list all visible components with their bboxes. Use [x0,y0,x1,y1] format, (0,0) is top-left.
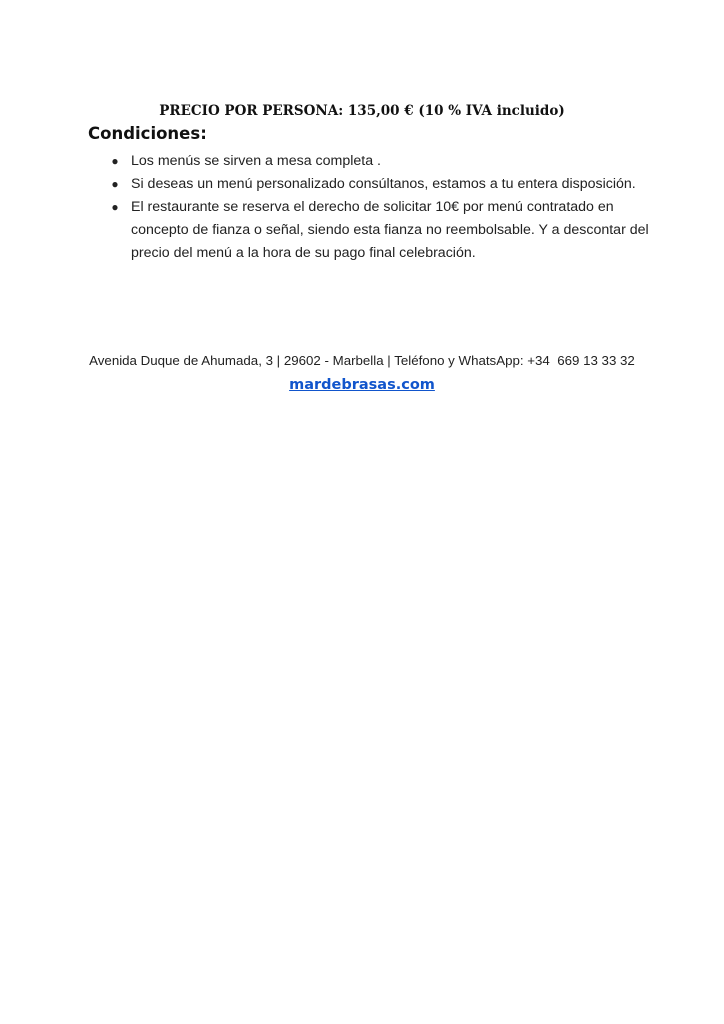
list-item [110,196,650,265]
website-link[interactable]: mardebrasas.com [289,377,435,393]
list-item [110,150,650,173]
website-container [0,376,724,394]
list-item [110,173,650,196]
condition-text: El restaurante se reserva el derecho de solicitar 10€ por menú contratado en concepto de fianza o señal, siendo esta fianza no reembolsable. Y a descontar del precio del menú a la hora de su pago final celebración. [131,199,649,261]
footer-address: Avenida Duque de Ahumada, 3 | 29602 - Marbella | Teléfono y WhatsApp: +34 669 13 33 32 [89,353,635,368]
bullet-icon: ● [111,177,119,191]
condition-text: Si deseas un menú personalizado consúltanos, estamos a tu entera disposición. [131,176,636,192]
price-per-person: PRECIO POR PERSONA: 135,00 € (10 % IVA incluido) [159,103,565,119]
conditions-heading: Condiciones: [88,124,207,143]
conditions-list [110,150,650,265]
bullet-icon: ● [111,200,119,214]
bullet-icon: ● [111,154,119,168]
condition-text: Los menús se sirven a mesa completa . [131,153,381,169]
